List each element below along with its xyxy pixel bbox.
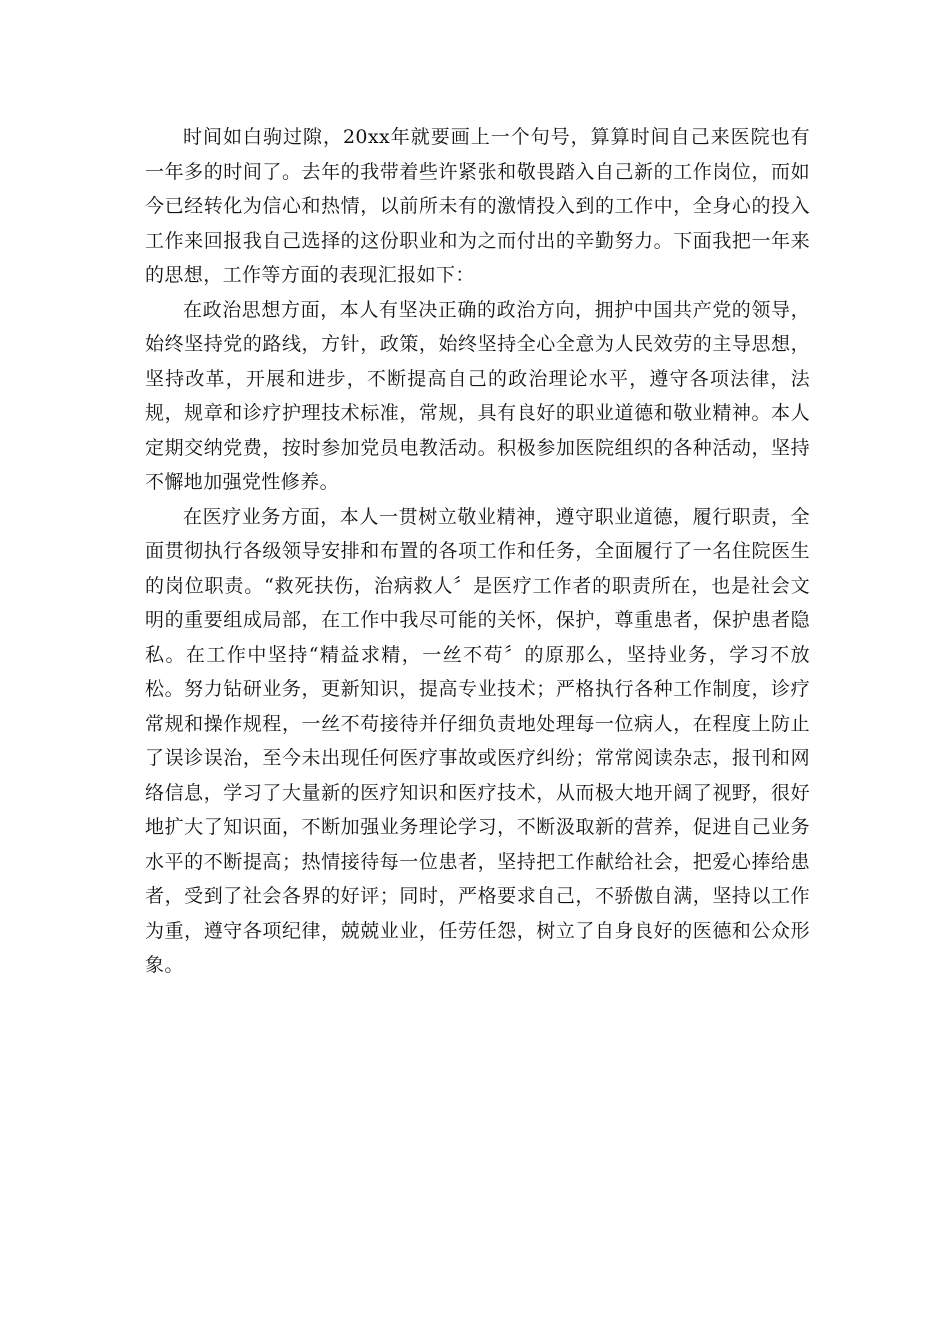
paragraph-political-thought: 在政治思想方面，本人有坚决正确的政治方向，拥护中国共产党的领导，始终坚持党的路线，方针，政策，始终坚持全心全意为人民效劳的主导思想，坚持改革，开展和进步，不断提高自己的政治理论水平，遵守各项法律，法规，规章和诊疗护理技术标准，常规，具有良好的职业道德和敬业精神。本人定期交纳党费，按时参加党员电教活动。积极参加医院组织的各种活动，坚持不懈地加强党性修养。 [145,298,810,493]
document-body [145,120,810,983]
paragraph-medical-practice: 在医疗业务方面，本人一贯树立敬业精神，遵守职业道德，履行职责，全面贯彻执行各级领导安排和布置的各项工作和任务，全面履行了一名住院医生的岗位职责。“救死扶伤，治病救人〞是医疗工作者的职责所在，也是社会文明的重要组成局部，在工作中我尽可能的关怀，保护，尊重患者，保护患者隐私。在工作中坚持“精益求精，一丝不苟〞的原那么，坚持业务，学习不放松。努力钻研业务，更新知识，提高专业技术；严格执行各种工作制度，诊疗常规和操作规程，一丝不苟接待并仔细负责地处理每一位病人，在程度上防止了误诊误治，至今未出现任何医疗事故或医疗纠纷；常常阅读杂志，报刊和网络信息，学习了大量新的医疗知识和医疗技术，从而极大地开阔了视野，很好地扩大了知识面，不断加强业务理论学习，不断汲取新的营养，促进自己业务水平的不断提高；热情接待每一位患者，坚持把工作献给社会，把爱心捧给患者，受到了社会各界的好评；同时，严格要求自己，不骄傲自满，坚持以工作为重，遵守各项纪律，兢兢业业，任劳任怨，树立了自身良好的医德和公众形象。 [145,505,810,976]
paragraph-intro: 时间如白驹过隙，20xx年就要画上一个句号，算算时间自己来医院也有一年多的时间了。去年的我带着些许紧张和敬畏踏入自己新的工作岗位，而如今已经转化为信心和热情，以前所未有的激情投入到的工作中，全身心的投入工作来回报我自己选择的这份职业和为之而付出的辛勤努力。下面我把一年来的思想，工作等方面的表现汇报如下： [145,126,810,286]
